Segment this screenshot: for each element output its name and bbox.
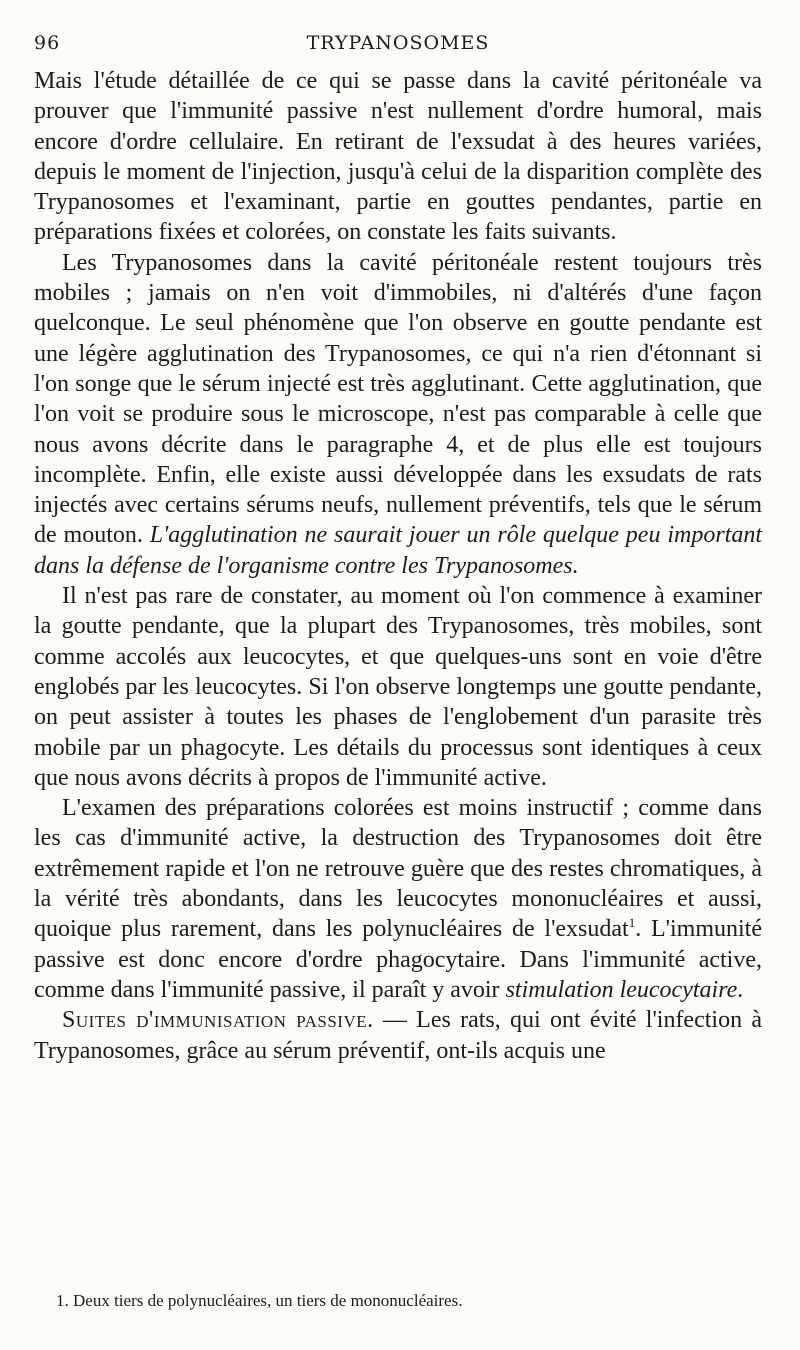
paragraph-4 bbox=[34, 793, 762, 1005]
paragraph-4-text-before-note: L'examen des préparations colorées est moins instructif ; comme dans les cas d'immunité active, la destruction des Trypanosomes doit être extrêmement rapide et l'on ne retrouve guère que des restes chromatiques, à la vérité très abondants, dans les leucocytes mononucléaires et aussi, quoique plus rarement, dans les polynucléaires de l'exsudat bbox=[34, 795, 762, 943]
paragraph-4-text-after-note: . L'immunité passive est donc encore d'ordre phagocytaire. Dans l'immunité active, comme dans l'immunité passive, il paraît y avoir bbox=[34, 916, 762, 1003]
paragraph-4-end: . bbox=[737, 976, 744, 1003]
paragraph-1 bbox=[34, 66, 762, 248]
paragraph-2-italic-conclusion: L'agglutination ne saurait jouer un rôle quelque peu important dans la défense de l'organisme contre les Trypanosomes. bbox=[34, 522, 763, 579]
paragraph-3 bbox=[34, 581, 762, 793]
paragraph-4-italic-phrase: stimulation leucocytaire bbox=[505, 976, 738, 1003]
footnote: 1. Deux tiers de polynucléaires, un tiers de mononucléaires. bbox=[56, 1291, 463, 1310]
section-heading: Suites d'immunisation passive. bbox=[62, 1007, 374, 1034]
paragraph-2-text: Les Trypanosomes dans la cavité péritonéale restent toujours très mobiles ; jamais on n'en voit d'immobiles, ni d'altérés d'une façon quelconque. Le seul phénomène que l'on observe en goutte pendante est une légère agglutination des Trypanosomes, ce qui n'a rien d'étonnant si l'on songe que le sérum injecté est très agglutinant. Cette agglutination, que l'on voit se produire sous le microscope, n'est pas comparable à celle que nous avons décrite dans le paragraphe 4, et de plus elle est toujours incomplète. Enfin, elle existe aussi développée dans les exsudats de rats injectés avec certains sérums neufs, nullement préventifs, tels que le sérum de mouton. bbox=[34, 249, 762, 549]
paragraph-5 bbox=[34, 1005, 762, 1066]
running-head bbox=[34, 32, 762, 60]
body-text bbox=[34, 66, 762, 1066]
paragraph-5-text: — Les rats, qui ont évité l'infection à Trypanosomes, grâce au sérum préventif, ont-ils acquis une bbox=[34, 1007, 762, 1064]
paragraph-2 bbox=[34, 248, 762, 581]
running-title: TRYPANOSOMES bbox=[306, 32, 490, 54]
footnote-mark: 1 bbox=[628, 915, 636, 931]
page-number: 96 bbox=[34, 32, 61, 54]
paragraph-1-text: Mais l'étude détaillée de ce qui se passe dans la cavité péritonéale va prouver que l'immunité passive n'est nullement d'ordre humoral, mais encore d'ordre cellulaire. En retirant de l'exsudat à des heures variées, depuis le moment de l'injection, jusqu'à celui de la disparition complète des Trypanosomes et l'examinant, partie en gouttes pendantes, partie en préparations fixées et colorées, on constate les faits suivants. bbox=[34, 68, 762, 246]
paragraph-3-text: Il n'est pas rare de constater, au moment où l'on commence à examiner la goutte pendante, que la plupart des Trypanosomes, très mobiles, sont comme accolés aux leucocytes, et que quelques-uns sont en voie d'être englobés par les leucocytes. Si l'on observe longtemps une goutte pendante, on peut assister à toutes les phases de l'englobement d'un parasite très mobile par un phagocyte. Les détails du processus sont identiques à ceux que nous avons décrits à propos de l'immunité active. bbox=[34, 583, 762, 791]
